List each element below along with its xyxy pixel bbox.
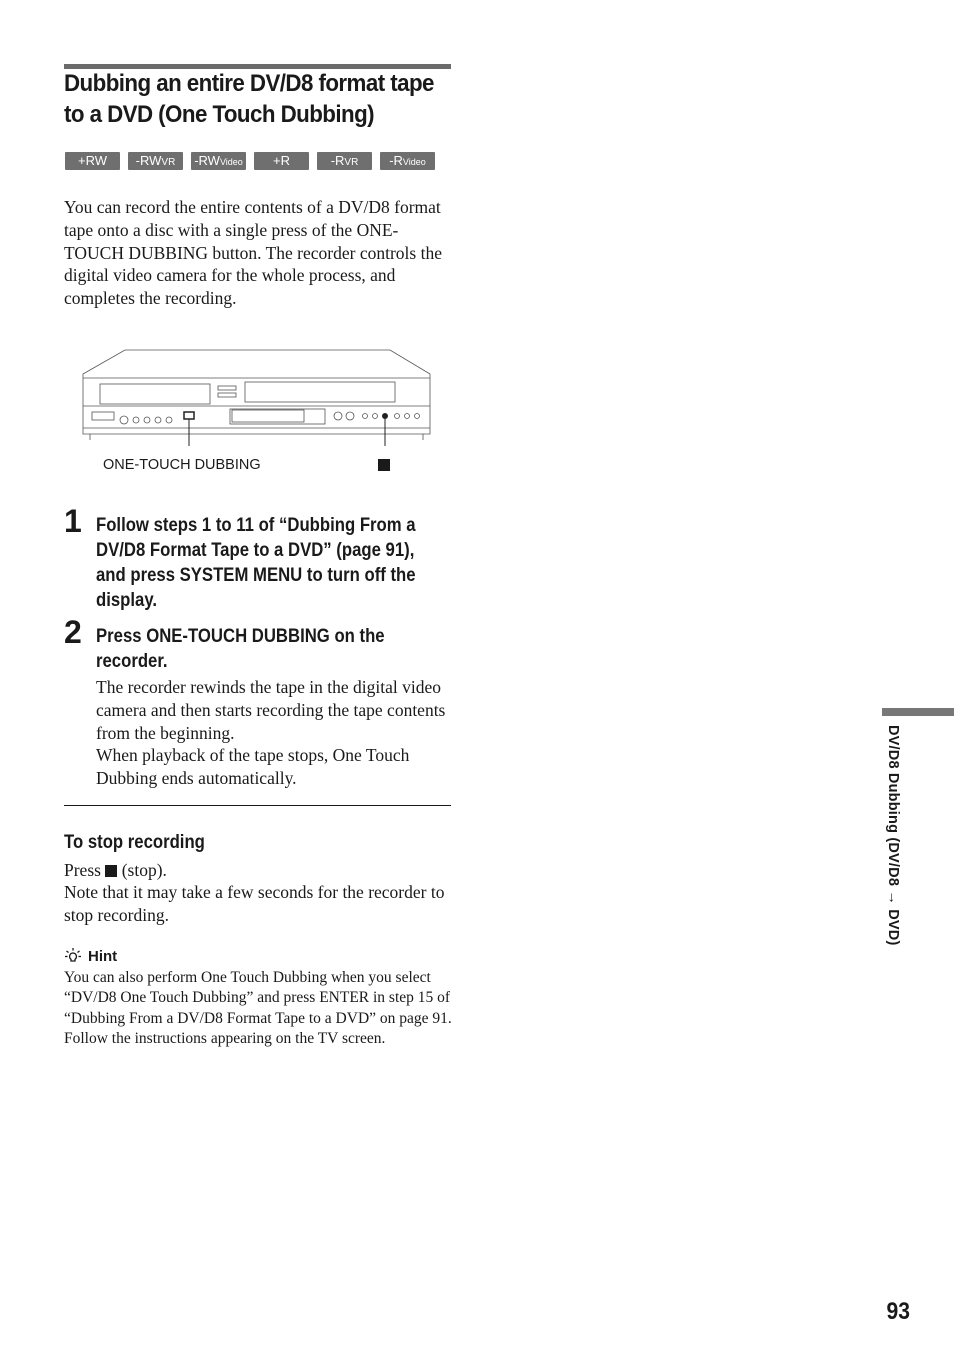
stop-icon xyxy=(105,865,117,877)
step-2-body-2: When playback of the tape stops, One Touch Dubbing ends automatically. xyxy=(96,745,410,788)
chapter-tab-bar xyxy=(882,708,954,716)
step-number-2: 2 xyxy=(64,614,82,650)
badge-minus-rw-video: -RWVideo xyxy=(191,152,246,170)
step-number-1: 1 xyxy=(64,503,82,539)
badge-minus-r-vr: -RVR xyxy=(317,152,372,170)
lightbulb-icon xyxy=(64,947,82,965)
chapter-tab-label: DV/D8 Dubbing (DV/D8 → DVD) xyxy=(885,725,901,946)
intro-paragraph: You can record the entire contents of a DV/D8 format tape onto a disc with a single press of the ONE-TOUCH DUBBING button. The recorder controls the digital video camera for the whole process, and completes the recording. xyxy=(64,197,442,309)
stop-recording-text: Press (stop). xyxy=(64,860,167,880)
stop-square-icon xyxy=(378,459,390,471)
stop-recording-heading: To stop recording xyxy=(64,832,205,853)
badge-plus-r: +R xyxy=(254,152,309,170)
badge-plus-rw: +RW xyxy=(65,152,120,170)
disc-badges xyxy=(65,152,443,170)
hint-text: You can also perform One Touch Dubbing when you select “DV/D8 One Touch Dubbing” and press ENTER in step 15 of “Dubbing From a DV/D8 Format Tape to a DVD” on page 91. Follow the instructions appearing on the TV screen. xyxy=(64,969,452,1047)
recorder-front-panel-illustration xyxy=(80,346,435,446)
hint-heading: Hint xyxy=(64,947,117,965)
stop-recording-note: Note that it may take a few seconds for the recorder to stop recording. xyxy=(64,882,445,925)
stop-button-illus xyxy=(382,413,388,419)
one-touch-dubbing-button-illus xyxy=(184,412,194,419)
badge-minus-rw-vr: -RWVR xyxy=(128,152,183,170)
page-title: Dubbing an entire DV/D8 format tape to a DVD (One Touch Dubbing) xyxy=(64,70,434,128)
step-1-heading: Follow steps 1 to 11 of “Dubbing From a DV/D8 Format Tape to a DVD” (page 91), and press SYSTEM MENU to turn off the display. xyxy=(96,515,416,611)
step-2-body: The recorder rewinds the tape in the digital video camera and then starts recording the tape contents from the beginning. xyxy=(96,677,446,743)
callout-one-touch-dubbing: ONE-TOUCH DUBBING xyxy=(103,457,261,473)
section-divider xyxy=(64,805,451,806)
page-number: 93 xyxy=(886,1298,910,1325)
badge-minus-r-video: -RVideo xyxy=(380,152,435,170)
step-2-heading: Press ONE-TOUCH DUBBING on the recorder. xyxy=(96,626,385,672)
